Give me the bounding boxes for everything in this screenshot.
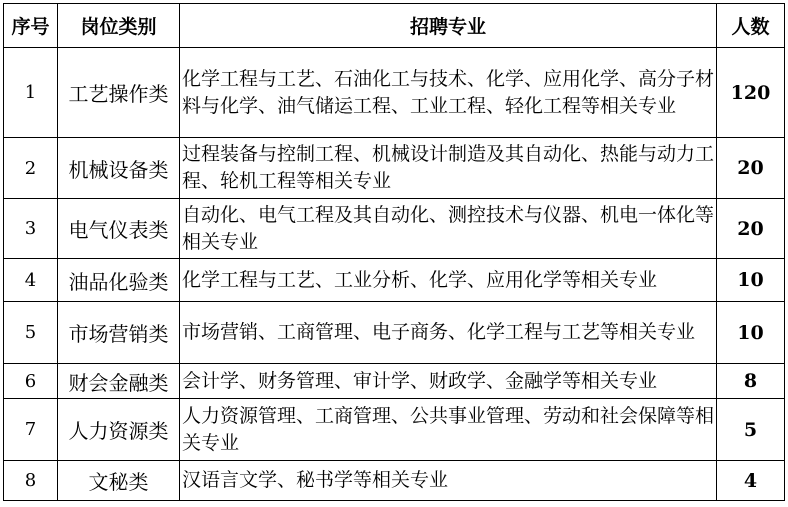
row-category: 市场营销类: [58, 302, 180, 364]
row-index: 3: [4, 199, 58, 259]
row-category: 机械设备类: [58, 138, 180, 199]
row-major: 人力资源管理、工商管理、公共事业管理、劳动和社会保障等相关专业: [180, 399, 717, 461]
table-row: [4, 199, 785, 259]
table-row: [4, 138, 785, 199]
row-count: 8: [717, 364, 785, 399]
row-count: 20: [717, 138, 785, 199]
row-count: 4: [717, 461, 785, 501]
row-index: 4: [4, 259, 58, 302]
table-row: [4, 302, 785, 364]
header-index: 序号: [4, 4, 58, 48]
header-category: 岗位类别: [58, 4, 180, 48]
row-index: 6: [4, 364, 58, 399]
recruitment-table: [3, 3, 785, 501]
row-count: 10: [717, 259, 785, 302]
row-count: 20: [717, 199, 785, 259]
row-major: 市场营销、工商管理、电子商务、化学工程与工艺等相关专业: [180, 302, 717, 364]
row-index: 1: [4, 48, 58, 138]
row-index: 8: [4, 461, 58, 501]
row-category: 电气仪表类: [58, 199, 180, 259]
header-count: 人数: [717, 4, 785, 48]
row-index: 7: [4, 399, 58, 461]
table-row: [4, 259, 785, 302]
row-count: 120: [717, 48, 785, 138]
row-count: 5: [717, 399, 785, 461]
row-major: 会计学、财务管理、审计学、财政学、金融学等相关专业: [180, 364, 717, 399]
header-row: [4, 4, 785, 48]
row-category: 工艺操作类: [58, 48, 180, 138]
row-category: 人力资源类: [58, 399, 180, 461]
row-major: 化学工程与工艺、石油化工与技术、化学、应用化学、高分子材料与化学、油气储运工程、工业工程、轻化工程等相关专业: [180, 48, 717, 138]
table-row: [4, 399, 785, 461]
table-row: [4, 48, 785, 138]
header-major: 招聘专业: [180, 4, 717, 48]
row-category: 文秘类: [58, 461, 180, 501]
table-row: [4, 364, 785, 399]
row-major: 过程装备与控制工程、机械设计制造及其自动化、热能与动力工程、轮机工程等相关专业: [180, 138, 717, 199]
row-category: 财会金融类: [58, 364, 180, 399]
row-index: 5: [4, 302, 58, 364]
row-major: 化学工程与工艺、工业分析、化学、应用化学等相关专业: [180, 259, 717, 302]
table-row: [4, 461, 785, 501]
row-count: 10: [717, 302, 785, 364]
row-index: 2: [4, 138, 58, 199]
row-category: 油品化验类: [58, 259, 180, 302]
row-major: 自动化、电气工程及其自动化、测控技术与仪器、机电一体化等相关专业: [180, 199, 717, 259]
row-major: 汉语言文学、秘书学等相关专业: [180, 461, 717, 501]
